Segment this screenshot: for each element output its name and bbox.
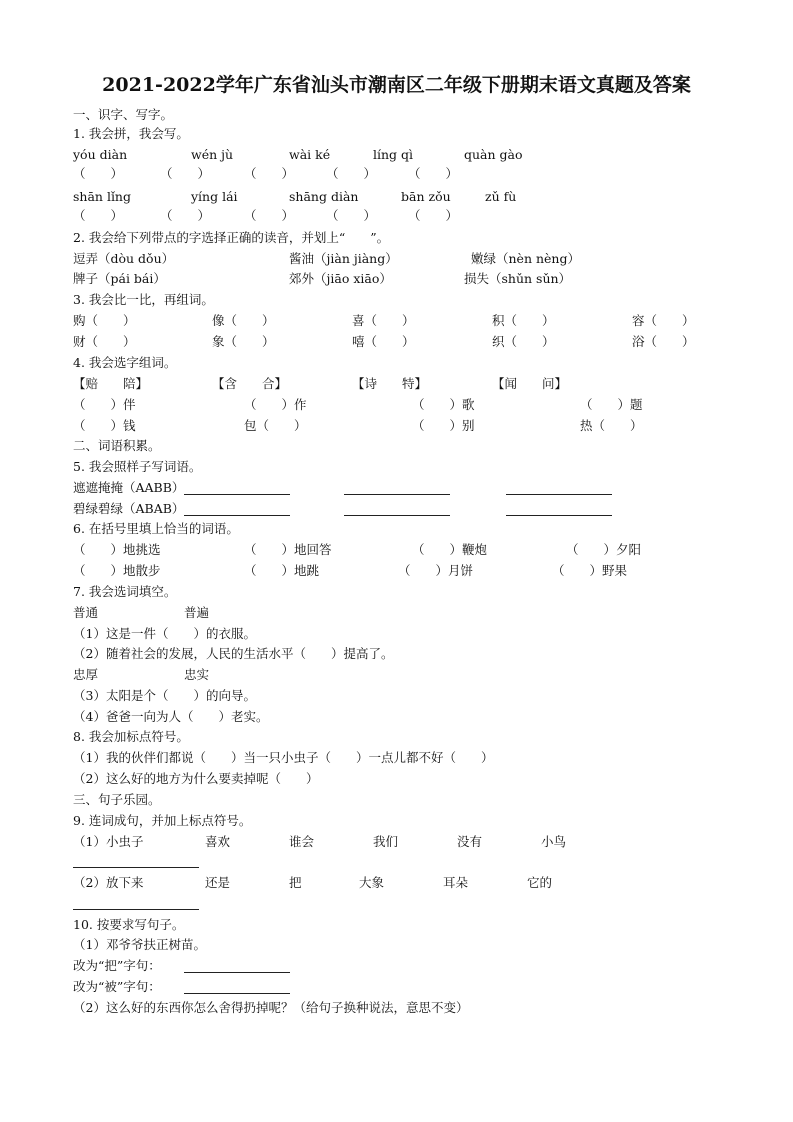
source-sentence: （1）邓爷爷扶正树苗。 [73, 937, 206, 952]
word-option: 忠厚 [73, 667, 99, 682]
section-heading-2: 二、词语积累。 [73, 438, 161, 453]
word-token: 喜欢 [205, 834, 231, 849]
pinyin: zǔ fù [485, 189, 517, 204]
fill-phrase-item[interactable]: （ ）地散步 [73, 563, 161, 578]
compare-word-item[interactable]: 嘻（ ） [352, 334, 415, 349]
fill-phrase-item[interactable]: （ ）鞭炮 [412, 542, 488, 557]
word-option: 普通 [73, 605, 99, 620]
answer-line[interactable] [184, 515, 290, 516]
pinyin: bān zǒu [401, 189, 451, 204]
compare-word-item[interactable]: 容（ ） [632, 313, 695, 328]
fill-phrase-item[interactable]: （ ）地跳 [244, 563, 320, 578]
answer-blank[interactable]: （ ） [160, 208, 211, 223]
answer-blank[interactable]: （ ） [160, 166, 211, 181]
word-token: 谁会 [289, 834, 315, 849]
compare-word-item[interactable]: 浴（ ） [632, 334, 695, 349]
punctuation-sentence[interactable]: （2）这么好的地方为什么要卖掉呢（ ） [73, 771, 319, 786]
question-3-title: 3. 我会比一比，再组词。 [73, 292, 214, 307]
fill-word-item[interactable]: 包（ ） [244, 418, 307, 433]
answer-blank[interactable]: （ ） [244, 208, 295, 223]
word-token: （2）放下来 [73, 875, 144, 890]
word-token: 它的 [527, 875, 553, 890]
fill-sentence[interactable]: （4）爸爸一向为人（ ）老实。 [73, 709, 269, 724]
fill-word-item[interactable]: 热（ ） [580, 418, 643, 433]
char-choice-group: 【闻 问】 [492, 376, 568, 391]
question-1-title: 1. 我会拼，我会写。 [73, 126, 189, 141]
section-heading-3: 三、句子乐园。 [73, 792, 161, 807]
answer-line[interactable] [506, 494, 612, 495]
compare-word-item[interactable]: 象（ ） [212, 334, 275, 349]
compare-word-item[interactable]: 积（ ） [492, 313, 555, 328]
fill-sentence[interactable]: （1）这是一件（ ）的衣服。 [73, 626, 256, 641]
fill-word-item[interactable]: （ ）题 [580, 397, 643, 412]
word-token: 耳朵 [443, 875, 469, 890]
word-token: 没有 [457, 834, 483, 849]
fill-phrase-item[interactable]: （ ）地挑选 [73, 542, 161, 557]
word-option: 忠实 [184, 667, 210, 682]
word-token: 我们 [373, 834, 399, 849]
pinyin: shān lǐng [73, 189, 131, 204]
answer-blank[interactable]: （ ） [408, 166, 459, 181]
answer-blank[interactable]: （ ） [244, 166, 295, 181]
fill-phrase-item[interactable]: （ ）地回答 [244, 542, 332, 557]
question-2-title: 2. 我会给下列带点的字选择正确的读音，并划上“ ”。 [73, 230, 390, 245]
reading-choice[interactable]: 损失（shǔn sǔn） [464, 271, 572, 286]
char-choice-group: 【含 合】 [212, 376, 288, 391]
reading-choice[interactable]: 牌子（pái bái） [73, 271, 166, 286]
fill-sentence[interactable]: （2）随着社会的发展，人民的生活水平（ ）提高了。 [73, 646, 394, 661]
answer-line[interactable] [344, 515, 450, 516]
question-7-title: 7. 我会选词填空。 [73, 584, 177, 599]
word-token: 还是 [205, 875, 231, 890]
example-word: 遮遮掩掩（AABB） [73, 480, 185, 495]
fill-phrase-item[interactable]: （ ）野果 [552, 563, 628, 578]
fill-word-item[interactable]: （ ）伴 [73, 397, 136, 412]
answer-blank[interactable]: （ ） [326, 208, 377, 223]
word-token: 大象 [359, 875, 385, 890]
question-4-title: 4. 我会选字组词。 [73, 355, 177, 370]
question-5-title: 5. 我会照样子写词语。 [73, 459, 202, 474]
fill-word-item[interactable]: （ ）钱 [73, 418, 136, 433]
reading-choice[interactable]: 酱油（jiàn jiàng） [289, 251, 398, 266]
rewrite-label: 改为“把”字句： [73, 958, 161, 973]
question-10-title: 10. 按要求写句子。 [73, 917, 185, 932]
compare-word-item[interactable]: 像（ ） [212, 313, 275, 328]
rewrite-label: 改为“被”字句： [73, 979, 161, 994]
word-token: 把 [289, 875, 302, 890]
question-8-title: 8. 我会加标点符号。 [73, 729, 189, 744]
reading-choice[interactable]: 嫩绿（nèn nèng） [471, 251, 580, 266]
word-option: 普遍 [184, 605, 210, 620]
fill-word-item[interactable]: （ ）作 [244, 397, 307, 412]
pinyin: yíng lái [191, 189, 238, 204]
punctuation-sentence[interactable]: （1）我的伙伴们都说（ ）当一只小虫子（ ）一点儿都不好（ ） [73, 750, 494, 765]
answer-line[interactable] [506, 515, 612, 516]
fill-phrase-item[interactable]: （ ）夕阳 [566, 542, 642, 557]
answer-blank[interactable]: （ ） [326, 166, 377, 181]
pinyin: wài ké [289, 147, 331, 162]
pinyin: quàn gào [464, 147, 523, 162]
fill-sentence[interactable]: （3）太阳是个（ ）的向导。 [73, 688, 256, 703]
example-word: 碧绿碧绿（ABAB） [73, 501, 185, 516]
char-choice-group: 【赔 陪】 [73, 376, 149, 391]
answer-line[interactable] [73, 867, 199, 868]
answer-line[interactable] [344, 494, 450, 495]
char-choice-group: 【诗 特】 [352, 376, 428, 391]
section-heading-1: 一、识字、写字。 [73, 107, 174, 122]
compare-word-item[interactable]: 财（ ） [73, 334, 136, 349]
pinyin: shāng diàn [289, 189, 359, 204]
answer-line[interactable] [184, 993, 290, 994]
answer-blank[interactable]: （ ） [73, 166, 124, 181]
compare-word-item[interactable]: 购（ ） [73, 313, 136, 328]
pinyin: líng qì [373, 147, 414, 162]
compare-word-item[interactable]: 织（ ） [492, 334, 555, 349]
fill-word-item[interactable]: （ ）歌 [412, 397, 475, 412]
question-9-title: 9. 连词成句，并加上标点符号。 [73, 813, 252, 828]
pinyin: wén jù [191, 147, 234, 162]
page-title: 2021-2022学年广东省汕头市潮南区二年级下册期末语文真题及答案 [102, 74, 691, 96]
compare-word-item[interactable]: 喜（ ） [352, 313, 415, 328]
answer-blank[interactable]: （ ） [73, 208, 124, 223]
reading-choice[interactable]: 郊外（jiāo xiāo） [289, 271, 392, 286]
fill-word-item[interactable]: （ ）别 [412, 418, 475, 433]
rewrite-instruction: （2）这么好的东西你怎么舍得扔掉呢？（给句子换种说法，意思不变） [73, 1000, 469, 1015]
reading-choice[interactable]: 逗弄（dòu dǒu） [73, 251, 175, 266]
question-6-title: 6. 在括号里填上恰当的词语。 [73, 521, 239, 536]
answer-line[interactable] [184, 494, 290, 495]
word-token: （1）小虫子 [73, 834, 144, 849]
answer-line[interactable] [73, 909, 199, 910]
fill-phrase-item[interactable]: （ ）月饼 [398, 563, 474, 578]
answer-blank[interactable]: （ ） [408, 208, 459, 223]
answer-line[interactable] [184, 972, 290, 973]
pinyin: yóu diàn [73, 147, 128, 162]
word-token: 小鸟 [541, 834, 567, 849]
